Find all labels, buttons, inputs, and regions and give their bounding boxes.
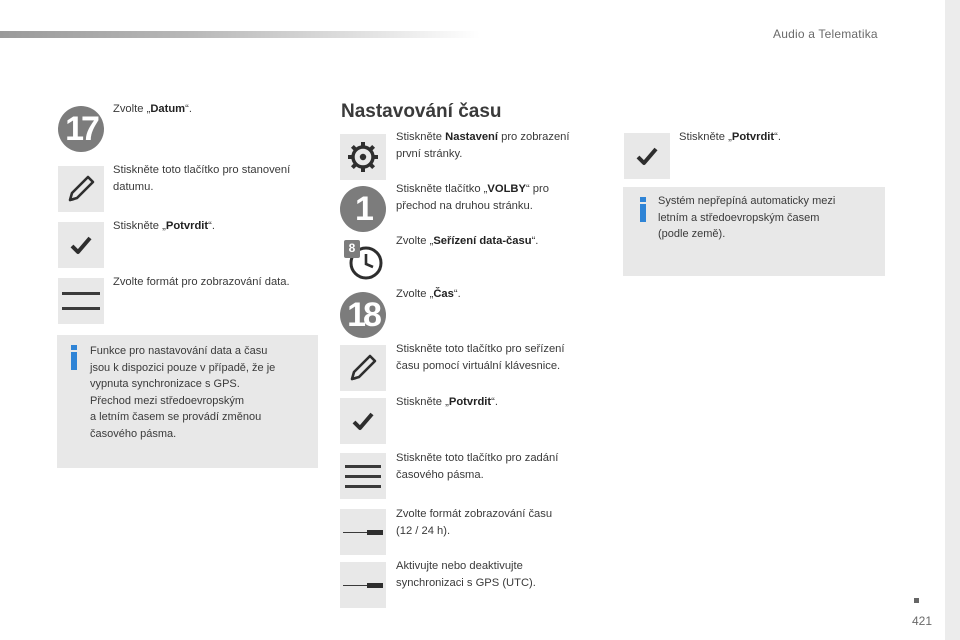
pencil-button[interactable]: [58, 166, 104, 212]
left-step-1-text: Zvolte „Datum“.: [113, 103, 192, 115]
page-number: 421: [912, 614, 933, 628]
date-format-button[interactable]: [58, 278, 104, 324]
settings-button[interactable]: [340, 134, 386, 180]
mid-step-1-text: Stiskněte Nastavení pro zobrazení první stránky.: [396, 131, 570, 160]
page-edge-strip: [945, 0, 960, 640]
confirm-button[interactable]: [58, 222, 104, 268]
toggle-icon: [343, 583, 383, 588]
toggle-icon: [343, 530, 383, 535]
step-badge-17: 17: [58, 106, 104, 152]
left-info-text: Funkce pro nastavování data a času jsou k dispozici pouze v případě, že je vypnuta synchronizace s GPS. Přechod mezi středoevropským a letním časem se provádí změnou časového pásma.: [90, 345, 276, 440]
page-marker: [914, 598, 919, 603]
section-title: Nastavování času: [341, 101, 502, 122]
checkmark-icon: [635, 144, 659, 168]
info-icon: [640, 197, 646, 222]
mid-step-3-text: Zvolte „Seřízení data-času“.: [396, 235, 539, 247]
info-icon: [71, 345, 77, 370]
menu-icon: [345, 465, 381, 488]
mid-step-2-text: Stiskněte tlačítko „VOLBY“ pro přechod na druhou stránku.: [396, 183, 549, 212]
timezone-button[interactable]: [340, 453, 386, 499]
mid-step-8-text: Zvolte formát zobrazování času (12 / 24 h).: [396, 508, 553, 537]
checkmark-icon: [351, 409, 375, 433]
mid-step-6-text: Stiskněte „Potvrdit“.: [396, 396, 498, 408]
time-format-toggle[interactable]: [340, 509, 386, 555]
pencil-icon: [346, 351, 380, 385]
step-badge-1: 1: [340, 186, 386, 232]
mid-step-5-text: Stiskněte toto tlačítko pro seřízení času pomocí virtuální klávesnice.: [396, 343, 565, 372]
mid-step-4-text: Zvolte „Čas“.: [396, 288, 461, 300]
step-badge-18: 18: [340, 292, 386, 338]
confirm-time-button[interactable]: [340, 398, 386, 444]
format-bar-icon: [62, 292, 100, 310]
mid-step-7-text: Stiskněte toto tlačítko pro zadání časového pásma.: [396, 452, 559, 481]
date-time-icon-tile[interactable]: [340, 236, 386, 282]
chapter-title: Audio a Telematika: [773, 27, 878, 41]
checkmark-icon: [69, 233, 93, 257]
mid-step-9-text: Aktivujte nebo deaktivujte synchronizaci s GPS (UTC).: [396, 560, 536, 589]
confirm-final-button[interactable]: [624, 133, 670, 179]
header-gradient-bar: [0, 31, 480, 38]
left-step-2-text: Stiskněte toto tlačítko pro stanovení datumu.: [113, 164, 291, 193]
gear-icon: [347, 141, 379, 173]
left-step-3-text: Stiskněte „Potvrdit“.: [113, 220, 215, 232]
calendar-day-label: 8: [348, 241, 356, 255]
gps-sync-toggle[interactable]: [340, 562, 386, 608]
edit-time-button[interactable]: [340, 345, 386, 391]
left-info-box: [57, 335, 318, 468]
left-step-4-text: Zvolte formát pro zobrazování data.: [113, 276, 290, 288]
pencil-icon: [64, 172, 98, 206]
right-step-text: Stiskněte „Potvrdit“.: [679, 131, 781, 143]
right-info-text: Systém nepřepíná automaticky mezi letním a středoevropským časem (podle země).: [658, 195, 836, 240]
right-info-box: [623, 187, 885, 276]
